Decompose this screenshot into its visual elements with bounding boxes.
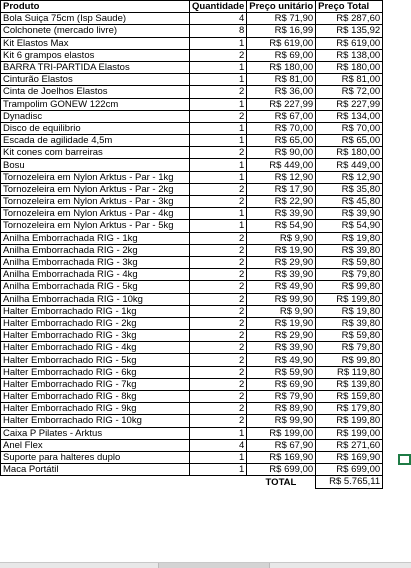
table-cell[interactable]: 2 [190, 244, 247, 256]
table-cell[interactable]: R$ 99,90 [247, 293, 316, 305]
table-cell[interactable]: R$ 12,90 [247, 171, 316, 183]
table-row [1, 147, 383, 159]
table-cell[interactable]: Anel Flex [1, 439, 190, 451]
table-cell[interactable]: R$ 39,90 [247, 269, 316, 281]
table-row [1, 427, 383, 439]
table-cell[interactable]: Tornozeleira em Nylon Arktus - Par - 1kg [1, 171, 190, 183]
table-cell[interactable]: R$ 9,90 [247, 305, 316, 317]
table-cell[interactable]: 1 [190, 464, 247, 476]
table-cell[interactable]: Halter Emborrachado RIG - 10kg [1, 415, 190, 427]
table-cell[interactable]: R$ 22,90 [247, 196, 316, 208]
table-cell[interactable]: R$ 39,80 [316, 244, 383, 256]
table-cell[interactable]: Halter Emborrachado RIG - 8kg [1, 391, 190, 403]
table-cell[interactable]: R$ 180,00 [247, 61, 316, 73]
table-row [1, 196, 383, 208]
table-cell[interactable]: R$ 9,90 [247, 232, 316, 244]
table-cell[interactable]: Halter Emborrachado RIG - 3kg [1, 330, 190, 342]
empty-cell[interactable] [190, 476, 247, 488]
table-cell[interactable]: 2 [190, 147, 247, 159]
table-cell[interactable]: R$ 39,90 [247, 342, 316, 354]
table-cell[interactable]: R$ 54,90 [316, 220, 383, 232]
table-cell[interactable]: R$ 99,80 [316, 354, 383, 366]
table-row [1, 439, 383, 451]
table-cell[interactable]: R$ 227,99 [247, 98, 316, 110]
table-cell[interactable]: 1 [190, 427, 247, 439]
table-cell[interactable]: R$ 69,00 [247, 49, 316, 61]
table-cell[interactable]: R$ 159,80 [316, 391, 383, 403]
table-cell[interactable]: R$ 29,90 [247, 330, 316, 342]
table-row [1, 464, 383, 476]
table-cell[interactable]: R$ 699,00 [247, 464, 316, 476]
table-row [1, 305, 383, 317]
table-cell[interactable]: Cinturão Elastos [1, 74, 190, 86]
scrollbar-thumb[interactable] [158, 563, 270, 568]
table-cell[interactable]: R$ 99,90 [247, 415, 316, 427]
table-row [1, 13, 383, 25]
table-cell[interactable]: R$ 36,00 [247, 86, 316, 98]
table-cell[interactable]: R$ 19,80 [316, 232, 383, 244]
table-cell[interactable]: R$ 619,00 [247, 37, 316, 49]
table-cell[interactable]: R$ 79,80 [316, 342, 383, 354]
table-cell[interactable]: R$ 180,00 [316, 61, 383, 73]
table-cell[interactable]: 8 [190, 25, 247, 37]
column-header[interactable]: Preço Total [316, 1, 383, 13]
table-cell[interactable]: 2 [190, 415, 247, 427]
total-label[interactable]: TOTAL [247, 476, 316, 488]
table-cell[interactable]: 1 [190, 451, 247, 463]
table-cell[interactable]: R$ 199,00 [247, 427, 316, 439]
table-cell[interactable]: Trampolim GONEW 122cm [1, 98, 190, 110]
table-row [1, 378, 383, 390]
table-cell[interactable]: R$ 199,80 [316, 415, 383, 427]
table-cell[interactable]: R$ 271,60 [316, 439, 383, 451]
table-cell[interactable]: R$ 699,00 [316, 464, 383, 476]
table-cell[interactable]: R$ 16,99 [247, 25, 316, 37]
table-cell[interactable]: Anilha Emborrachada RIG - 10kg [1, 293, 190, 305]
table-cell[interactable]: R$ 49,90 [247, 354, 316, 366]
table-cell[interactable]: R$ 287,60 [316, 13, 383, 25]
table-cell[interactable]: Cinta de Joelhos Elastos [1, 86, 190, 98]
table-cell[interactable]: 2 [190, 269, 247, 281]
table-row [1, 220, 383, 232]
table-cell[interactable]: 1 [190, 220, 247, 232]
table-cell[interactable]: 2 [190, 49, 247, 61]
table-cell[interactable]: R$ 71,90 [247, 13, 316, 25]
table-row [1, 366, 383, 378]
table-cell[interactable]: Tornozeleira em Nylon Arktus - Par - 4kg [1, 208, 190, 220]
table-cell[interactable]: R$ 39,90 [247, 208, 316, 220]
table-cell[interactable]: Colchonete (mercado livre) [1, 25, 190, 37]
table-cell[interactable]: Tornozeleira em Nylon Arktus - Par - 2kg [1, 183, 190, 195]
table-row [1, 171, 383, 183]
table-row [1, 183, 383, 195]
table-cell[interactable]: R$ 39,90 [316, 208, 383, 220]
table-cell[interactable]: R$ 19,90 [247, 244, 316, 256]
table-cell[interactable]: R$ 89,90 [247, 403, 316, 415]
table-cell[interactable]: Halter Emborrachado RIG - 9kg [1, 403, 190, 415]
table-cell[interactable]: R$ 19,90 [247, 317, 316, 329]
table-row [1, 269, 383, 281]
horizontal-scrollbar[interactable] [0, 562, 411, 568]
table-row [1, 74, 383, 86]
empty-cell[interactable] [1, 476, 190, 488]
table-cell[interactable]: R$ 81,00 [316, 74, 383, 86]
table-row [1, 110, 383, 122]
table-cell[interactable]: R$ 169,90 [247, 451, 316, 463]
table-row [1, 256, 383, 268]
table-row [1, 317, 383, 329]
column-header[interactable]: Quantidade [190, 1, 247, 13]
table-row [1, 330, 383, 342]
table-cell[interactable]: R$ 81,00 [247, 74, 316, 86]
table-cell[interactable]: R$ 19,80 [316, 305, 383, 317]
table-cell[interactable]: R$ 70,00 [316, 122, 383, 134]
table-cell[interactable]: 1 [190, 159, 247, 171]
table-cell[interactable]: 2 [190, 330, 247, 342]
table-cell[interactable]: R$ 70,00 [247, 122, 316, 134]
table-cell[interactable]: R$ 227,99 [316, 98, 383, 110]
table-cell[interactable]: 2 [190, 256, 247, 268]
table-cell[interactable]: Anilha Emborrachada RIG - 2kg [1, 244, 190, 256]
table-cell[interactable]: 1 [190, 135, 247, 147]
table-cell[interactable]: R$ 135,92 [316, 25, 383, 37]
table-cell[interactable]: Anilha Emborrachada RIG - 5kg [1, 281, 190, 293]
table-row [1, 451, 383, 463]
table-cell[interactable]: 2 [190, 342, 247, 354]
table-cell[interactable]: Kit 6 grampos elastos [1, 49, 190, 61]
table-cell[interactable]: R$ 49,90 [247, 281, 316, 293]
table-cell[interactable]: R$ 119,80 [316, 366, 383, 378]
table-cell[interactable]: R$ 12,90 [316, 171, 383, 183]
table-cell[interactable]: Tornozeleira em Nylon Arktus - Par - 3kg [1, 196, 190, 208]
table-cell[interactable]: 2 [190, 281, 247, 293]
table-row [1, 208, 383, 220]
table-row [1, 232, 383, 244]
table-cell[interactable]: Caixa P Pilates - Arktus [1, 427, 190, 439]
table-row [1, 61, 383, 73]
table-cell[interactable]: 2 [190, 391, 247, 403]
table-cell[interactable]: 1 [190, 61, 247, 73]
table-cell[interactable]: Halter Emborrachado RIG - 1kg [1, 305, 190, 317]
table-cell[interactable]: Suporte para halteres duplo [1, 451, 190, 463]
table-row [1, 293, 383, 305]
table-cell[interactable]: R$ 54,90 [247, 220, 316, 232]
table-cell[interactable]: R$ 69,90 [247, 378, 316, 390]
table-row [1, 86, 383, 98]
table-row [1, 391, 383, 403]
table-cell[interactable]: 1 [190, 171, 247, 183]
table-cell[interactable]: R$ 59,80 [316, 330, 383, 342]
table-cell[interactable]: Bola Suiça 75cm (Isp Saude) [1, 13, 190, 25]
table-row [1, 159, 383, 171]
table-cell[interactable]: 2 [190, 305, 247, 317]
table-cell[interactable]: R$ 134,00 [316, 110, 383, 122]
table-cell[interactable]: 2 [190, 232, 247, 244]
table-row [1, 49, 383, 61]
table-cell[interactable]: Kit cones com barreiras [1, 147, 190, 159]
total-row [1, 476, 383, 488]
total-value[interactable]: R$ 5.765,11 [316, 476, 383, 488]
table-cell[interactable]: 2 [190, 378, 247, 390]
table-cell[interactable]: R$ 72,00 [316, 86, 383, 98]
table-row [1, 98, 383, 110]
table-cell[interactable]: R$ 29,90 [247, 256, 316, 268]
table-cell[interactable]: 2 [190, 183, 247, 195]
table-row [1, 135, 383, 147]
table-cell[interactable]: Anilha Emborrachada RIG - 3kg [1, 256, 190, 268]
table-cell[interactable]: Halter Emborrachado RIG - 5kg [1, 354, 190, 366]
table-cell[interactable]: Tornozeleira em Nylon Arktus - Par - 5kg [1, 220, 190, 232]
table-cell[interactable]: 2 [190, 317, 247, 329]
table-cell[interactable]: 4 [190, 13, 247, 25]
header-row [1, 1, 383, 13]
table-row [1, 122, 383, 134]
table-cell[interactable]: R$ 169,90 [316, 451, 383, 463]
table-cell[interactable]: 2 [190, 403, 247, 415]
table-row [1, 244, 383, 256]
table-cell[interactable]: R$ 180,00 [316, 147, 383, 159]
selected-cell-indicator[interactable] [398, 454, 411, 465]
table-cell[interactable]: 2 [190, 366, 247, 378]
table-row [1, 354, 383, 366]
table-cell[interactable]: R$ 449,00 [247, 159, 316, 171]
table-cell[interactable]: BARRA TRI-PARTIDA Elastos [1, 61, 190, 73]
table-cell[interactable]: R$ 65,00 [316, 135, 383, 147]
table-cell[interactable]: R$ 90,00 [247, 147, 316, 159]
table-cell[interactable]: Kit Elastos Max [1, 37, 190, 49]
table-cell[interactable]: 1 [190, 122, 247, 134]
table-cell[interactable]: Halter Emborrachado RIG - 2kg [1, 317, 190, 329]
table-cell[interactable]: 4 [190, 439, 247, 451]
table-row [1, 37, 383, 49]
table-cell[interactable]: R$ 619,00 [316, 37, 383, 49]
table-row [1, 403, 383, 415]
table-cell[interactable]: 2 [190, 110, 247, 122]
table-cell[interactable]: R$ 67,00 [247, 110, 316, 122]
table-cell[interactable]: Halter Emborrachado RIG - 6kg [1, 366, 190, 378]
table-cell[interactable]: 2 [190, 196, 247, 208]
table-row [1, 281, 383, 293]
table-cell[interactable]: R$ 39,80 [316, 317, 383, 329]
table-cell[interactable]: Escada de agilidade 4,5m [1, 135, 190, 147]
table-cell[interactable]: Halter Emborrachado RIG - 7kg [1, 378, 190, 390]
table-cell[interactable]: Halter Emborrachado RIG - 4kg [1, 342, 190, 354]
table-cell[interactable]: R$ 17,90 [247, 183, 316, 195]
table-cell[interactable]: R$ 199,80 [316, 293, 383, 305]
table-cell[interactable]: 2 [190, 293, 247, 305]
table-cell[interactable]: 1 [190, 74, 247, 86]
table-cell[interactable]: Anilha Emborrachada RIG - 4kg [1, 269, 190, 281]
table-cell[interactable]: 1 [190, 37, 247, 49]
table-cell[interactable]: R$ 449,00 [316, 159, 383, 171]
table-cell[interactable]: R$ 35,80 [316, 183, 383, 195]
table-cell[interactable]: 1 [190, 98, 247, 110]
table-cell[interactable]: R$ 179,80 [316, 403, 383, 415]
table-cell[interactable]: R$ 199,00 [316, 427, 383, 439]
table-cell[interactable]: Dynadisc [1, 110, 190, 122]
table-cell[interactable]: 2 [190, 86, 247, 98]
table-cell[interactable]: R$ 99,80 [316, 281, 383, 293]
table-cell[interactable]: R$ 59,80 [316, 256, 383, 268]
column-header[interactable]: Produto [1, 1, 190, 13]
table-cell[interactable]: R$ 139,80 [316, 378, 383, 390]
table-cell[interactable]: Anilha Emborrachada RIG - 1kg [1, 232, 190, 244]
table-cell[interactable]: R$ 59,90 [247, 366, 316, 378]
column-header[interactable]: Preço unitário [247, 1, 316, 13]
table-row [1, 415, 383, 427]
table-row [1, 25, 383, 37]
table-cell[interactable]: 1 [190, 208, 247, 220]
table-cell[interactable]: Disco de equilibrio [1, 122, 190, 134]
table-row [1, 342, 383, 354]
table-cell[interactable]: R$ 65,00 [247, 135, 316, 147]
table-cell[interactable]: 2 [190, 354, 247, 366]
table-cell[interactable]: Maca Portátil [1, 464, 190, 476]
table-cell[interactable]: Bosu [1, 159, 190, 171]
table-cell[interactable]: R$ 138,00 [316, 49, 383, 61]
table-cell[interactable]: R$ 45,80 [316, 196, 383, 208]
table-cell[interactable]: R$ 79,80 [316, 269, 383, 281]
table-cell[interactable]: R$ 79,90 [247, 391, 316, 403]
table-cell[interactable]: R$ 67,90 [247, 439, 316, 451]
